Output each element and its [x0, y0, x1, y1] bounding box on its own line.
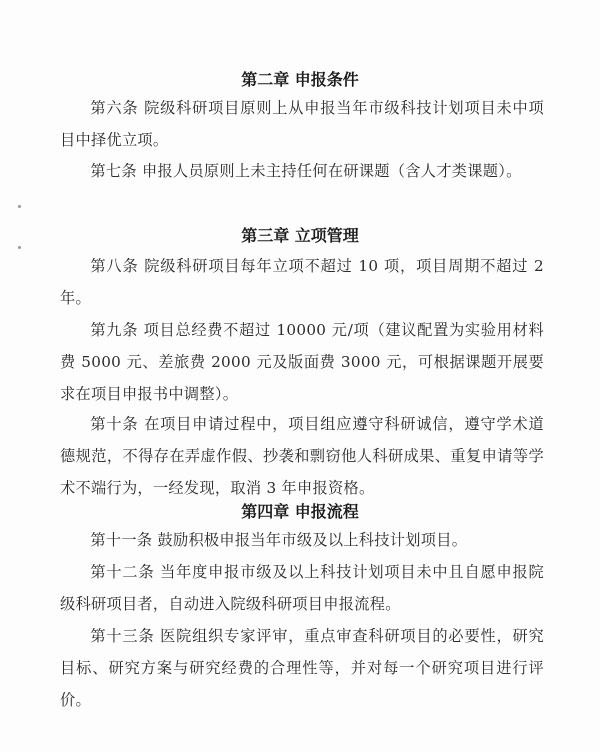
- article-7: 第七条 申报人员原则上未主持任何在研课题（含人才类课题）。: [90, 162, 522, 180]
- article-10: 第十条 在项目申请过程中，项目组应遵守科研诚信，遵守学术道德规范，不得存在弄虚作假、抄袭和剽窃他人科研成果、重复申请等学术不端行为，一经发现，取消 3 年申报资格。: [60, 415, 544, 497]
- chapter-4-title: 第四章 申报流程: [241, 502, 359, 521]
- chapter-2-title: 第二章 申报条件: [241, 70, 359, 89]
- article-8: 第八条 院级科研项目每年立项不超过 10 项，项目周期不超过 2 年。: [60, 257, 544, 307]
- scan-mark: [18, 246, 21, 249]
- article-11: 第十一条 鼓励积极申报当年市级及以上科技计划项目。: [90, 531, 468, 549]
- article-13: 第十三条 医院组织专家评审，重点审查科研项目的必要性，研究目标、研究方案与研究经费的合理性等，并对每一个研究项目进行评价。: [60, 627, 544, 709]
- article-6: 第六条 院级科研项目原则上从申报当年市级科技计划项目未中项目中择优立项。: [60, 99, 544, 149]
- article-12: 第十二条 当年度申报市级及以上科技计划项目未中且自愿申报院级科研项目者，自动进入院级科研项目申报流程。: [60, 563, 544, 613]
- article-9: 第九条 项目总经费不超过 10000 元/项（建议配置为实验用材料费 5000 元、差旅费 2000 元及版面费 3000 元，可根据课题开展要求在项目申报书中调整）。: [60, 321, 544, 403]
- scan-mark: [18, 205, 21, 208]
- chapter-3-title: 第三章 立项管理: [241, 226, 359, 245]
